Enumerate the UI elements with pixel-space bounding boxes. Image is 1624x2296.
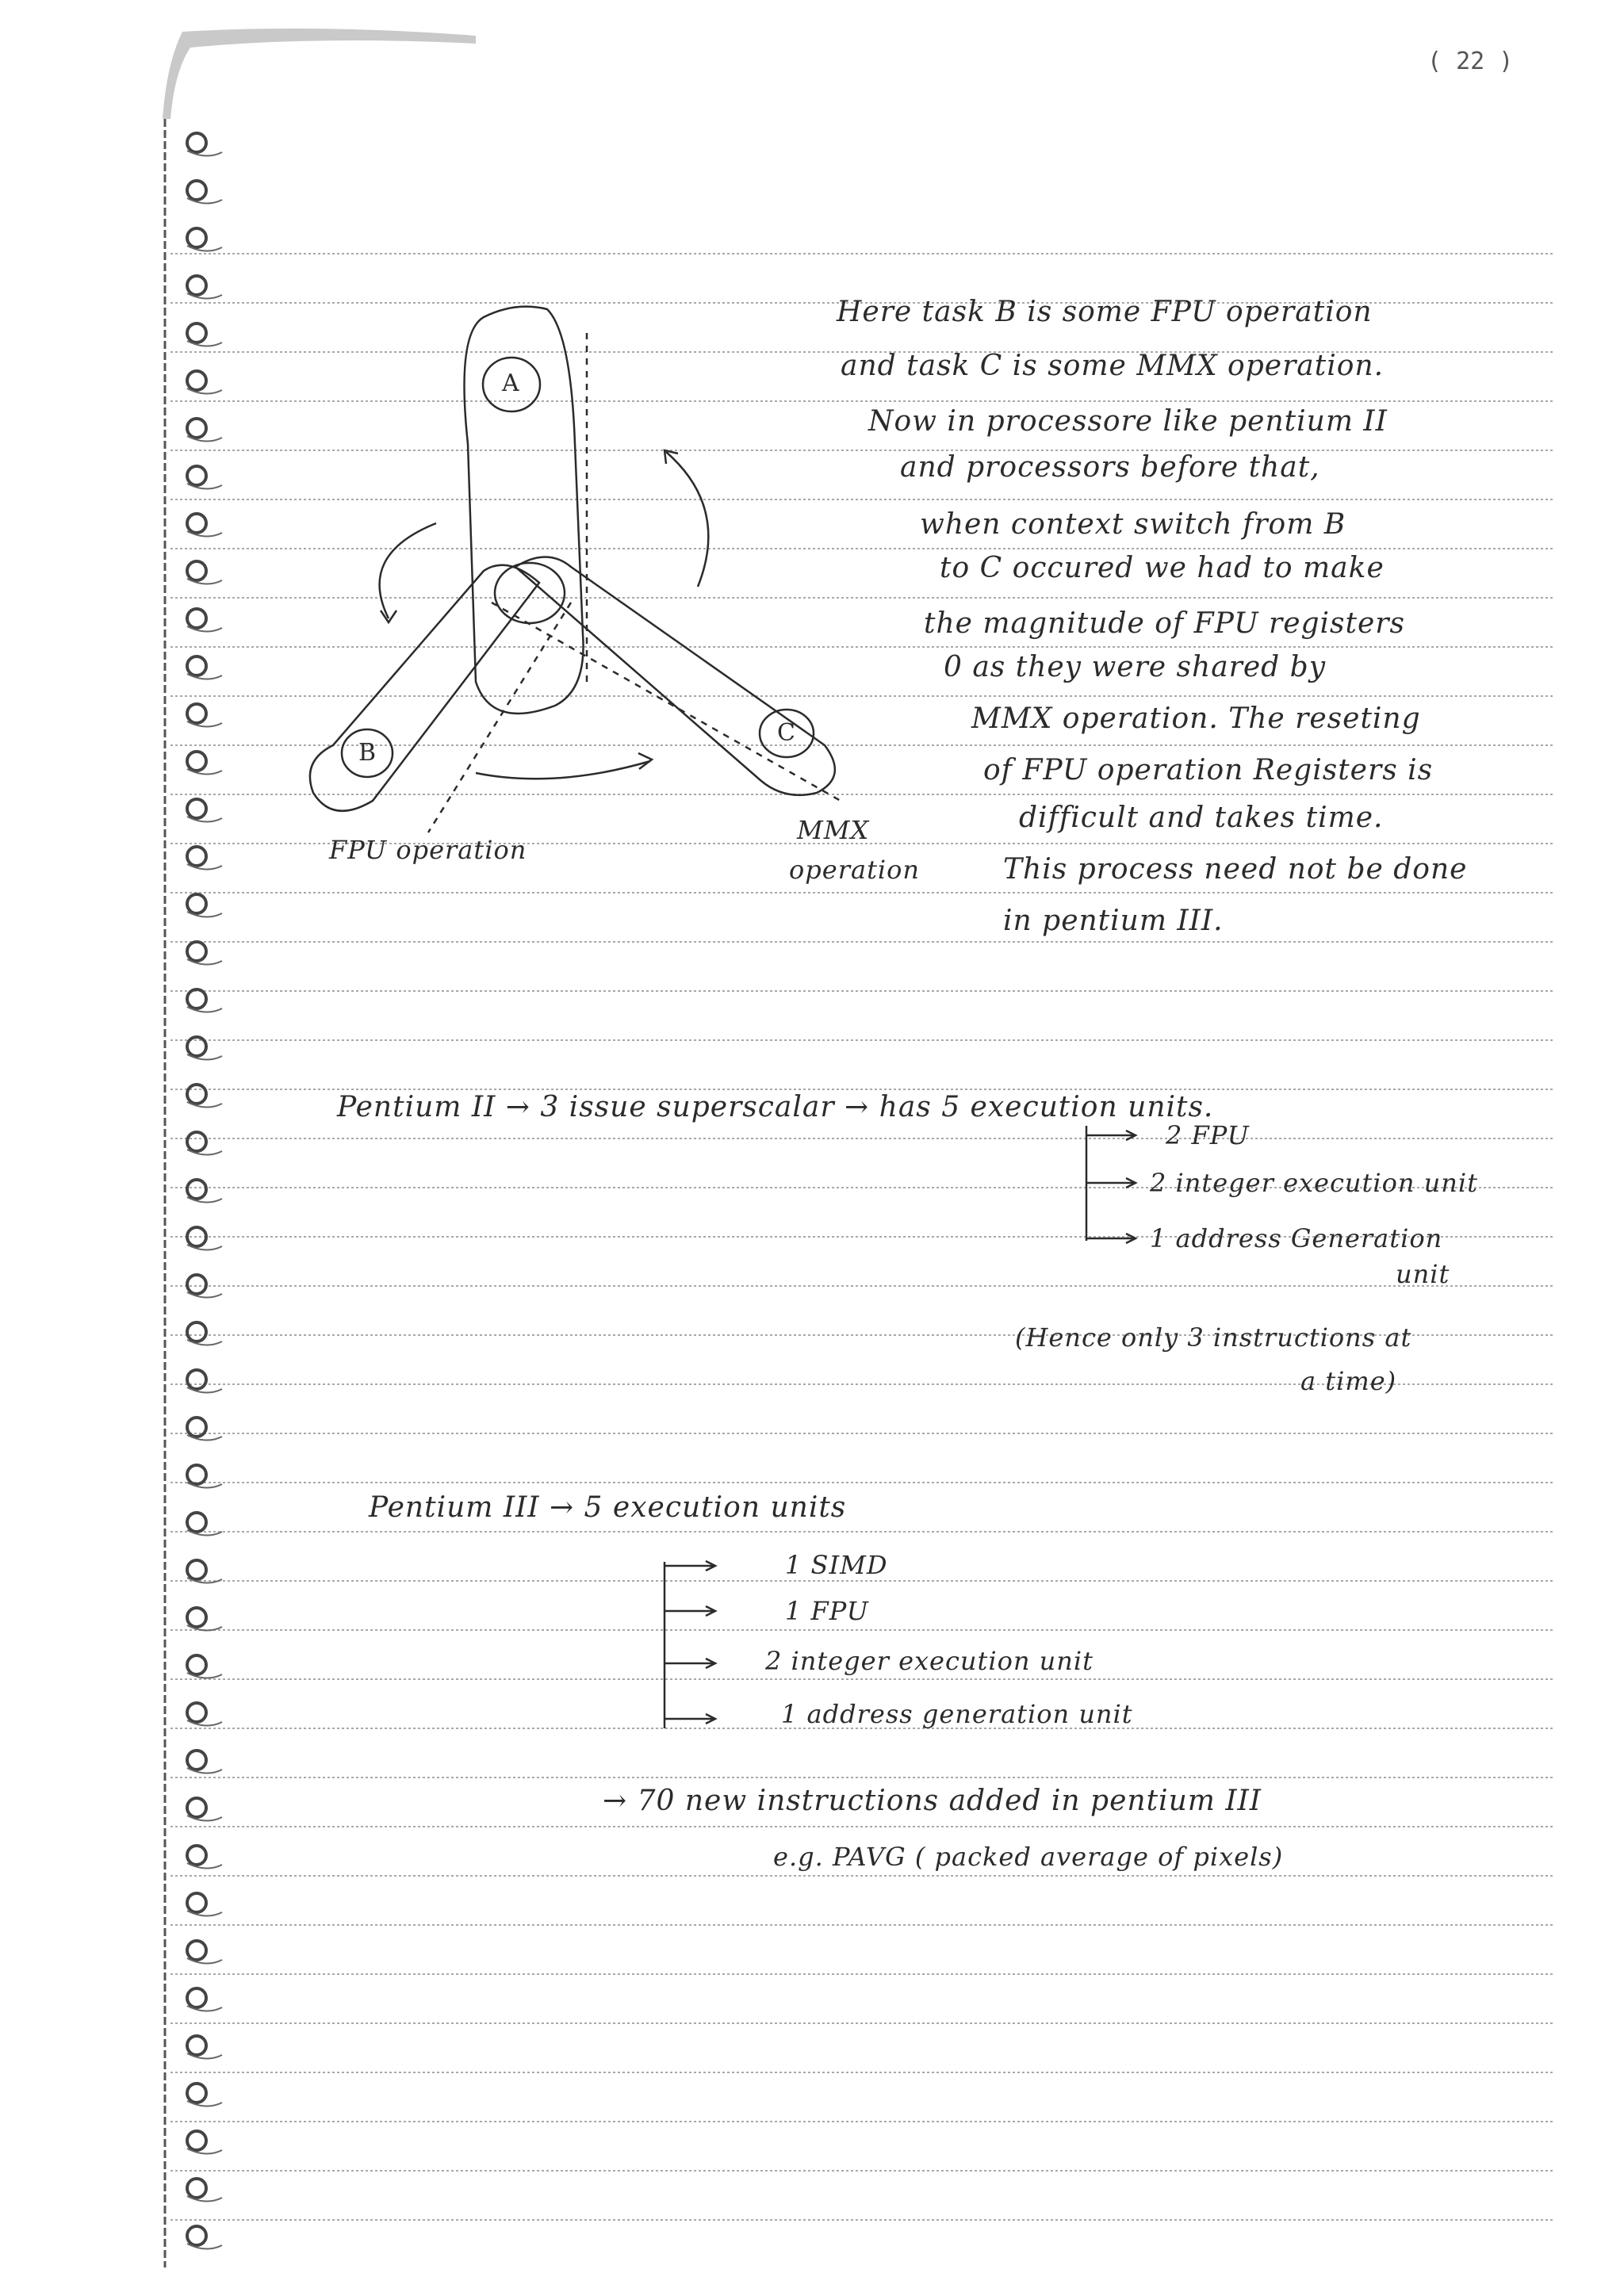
spiral-hole: [187, 371, 206, 390]
spiral-hole: [187, 1988, 206, 2007]
note-line: Here task B is some FPU operation: [837, 296, 1373, 328]
note-line: Now in processore like pentium II: [868, 405, 1388, 438]
pentium3-unit: 1 FPU: [785, 1596, 869, 1626]
spiral-hole: [187, 1655, 206, 1674]
note-line: of FPU operation Registers is: [983, 754, 1434, 786]
spiral-hole: [187, 466, 206, 485]
note-line: This process need not be done: [1003, 853, 1468, 886]
pentium3-new-instructions: → 70 new instructions added in pentium III: [603, 1785, 1262, 1817]
pentium3-tree: [665, 1561, 715, 1728]
spiral-hole: [187, 1275, 206, 1294]
dashed-link: [492, 603, 841, 801]
spiral-hole: [187, 1465, 206, 1484]
page-number: ( 22 ): [1427, 48, 1514, 75]
pentium2-heading: Pentium II → 3 issue superscalar → has 5 execution units.: [337, 1091, 1214, 1123]
note-line: to C occured we had to make: [940, 552, 1385, 584]
spiral-hole: [187, 181, 206, 200]
spiral-hole: [187, 1085, 206, 1104]
spiral-hole: [187, 276, 206, 295]
spiral-hole: [187, 942, 206, 961]
node-b-label: B: [358, 739, 377, 767]
pentium3-unit: 2 integer execution unit: [765, 1646, 1094, 1676]
note-line: difficult and takes time.: [1019, 802, 1384, 834]
spiral-hole: [187, 2084, 206, 2103]
pentium2-unit: unit: [1396, 1259, 1450, 1289]
note-line: when context switch from B: [920, 508, 1346, 541]
spiral-hole: [187, 1893, 206, 1912]
spiral-hole: [187, 2131, 206, 2150]
spiral-hole: [187, 1703, 206, 1722]
spiral-hole: [187, 989, 206, 1008]
pentium3-unit: 1 address generation unit: [781, 1699, 1133, 1729]
note-line: the magnitude of FPU registers: [924, 607, 1405, 640]
spiral-hole: [187, 323, 206, 342]
spiral-hole: [187, 894, 206, 913]
spiral-hole: [187, 1941, 206, 1960]
spiral-hole: [187, 2179, 206, 2198]
mmx-label-line2: operation: [789, 855, 921, 885]
spiral-hole: [187, 1180, 206, 1199]
mmx-label-line1: MMX: [797, 815, 870, 845]
note-line: MMX operation. The reseting: [971, 702, 1421, 735]
arrow-head: [638, 753, 652, 769]
arrow-a-to-b: [380, 523, 436, 618]
spiral-hole: [187, 228, 206, 247]
pentium2-unit: 2 integer execution unit: [1150, 1168, 1478, 1198]
spiral-hole: [187, 514, 206, 533]
spiral-hole: [187, 1608, 206, 1627]
pentium2-tree: [1086, 1126, 1136, 1243]
task-b-loop: [310, 565, 539, 811]
pentium3-heading: Pentium III → 5 execution units: [369, 1491, 847, 1524]
spiral-hole: [187, 561, 206, 580]
spiral-hole: [187, 799, 206, 818]
spiral-hole: [187, 1513, 206, 1532]
spiral-hole: [187, 656, 206, 675]
pentium2-note: a time): [1300, 1366, 1397, 1396]
spiral-hole: [187, 1132, 206, 1151]
spiral-hole: [187, 1560, 206, 1579]
spiral-hole: [187, 2226, 206, 2245]
task-a-loop: [465, 307, 584, 714]
spiral-hole: [187, 419, 206, 438]
fpu-operation-label: FPU operation: [329, 835, 527, 865]
node-c-label: C: [777, 719, 796, 747]
dashed-link: [428, 603, 571, 832]
center-circle: [495, 563, 565, 623]
spiral-hole: [187, 704, 206, 723]
pentium3-example: e.g. PAVG ( packed average of pixels): [773, 1842, 1284, 1872]
pentium2-note: (Hence only 3 instructions at: [1015, 1322, 1412, 1353]
pentium3-unit: 1 SIMD: [785, 1550, 888, 1580]
task-c-loop: [515, 557, 835, 795]
spiral-hole: [187, 1798, 206, 1817]
scan-shadow: [163, 29, 476, 119]
note-line: and task C is some MMX operation.: [841, 350, 1385, 382]
task-diagram: [310, 307, 841, 832]
arrow-b-to-c: [476, 761, 650, 779]
arrow-c-to-a: [666, 452, 708, 587]
note-line: 0 as they were shared by: [944, 651, 1327, 683]
pentium2-unit: 1 address Generation: [1150, 1223, 1443, 1253]
spiral-hole: [187, 1322, 206, 1341]
spiral-hole: [187, 1370, 206, 1389]
spiral-hole: [187, 2036, 206, 2055]
note-line: and processors before that,: [900, 451, 1320, 484]
spiral-hole: [187, 133, 206, 152]
spiral-hole: [187, 1751, 206, 1770]
node-a-label: A: [502, 369, 520, 397]
pentium2-unit: 2 FPU: [1166, 1120, 1250, 1150]
note-line: in pentium III.: [1003, 905, 1224, 937]
spiral-hole: [187, 752, 206, 771]
spiral-hole: [187, 847, 206, 866]
spiral-hole: [187, 609, 206, 628]
spiral-hole: [187, 1846, 206, 1865]
